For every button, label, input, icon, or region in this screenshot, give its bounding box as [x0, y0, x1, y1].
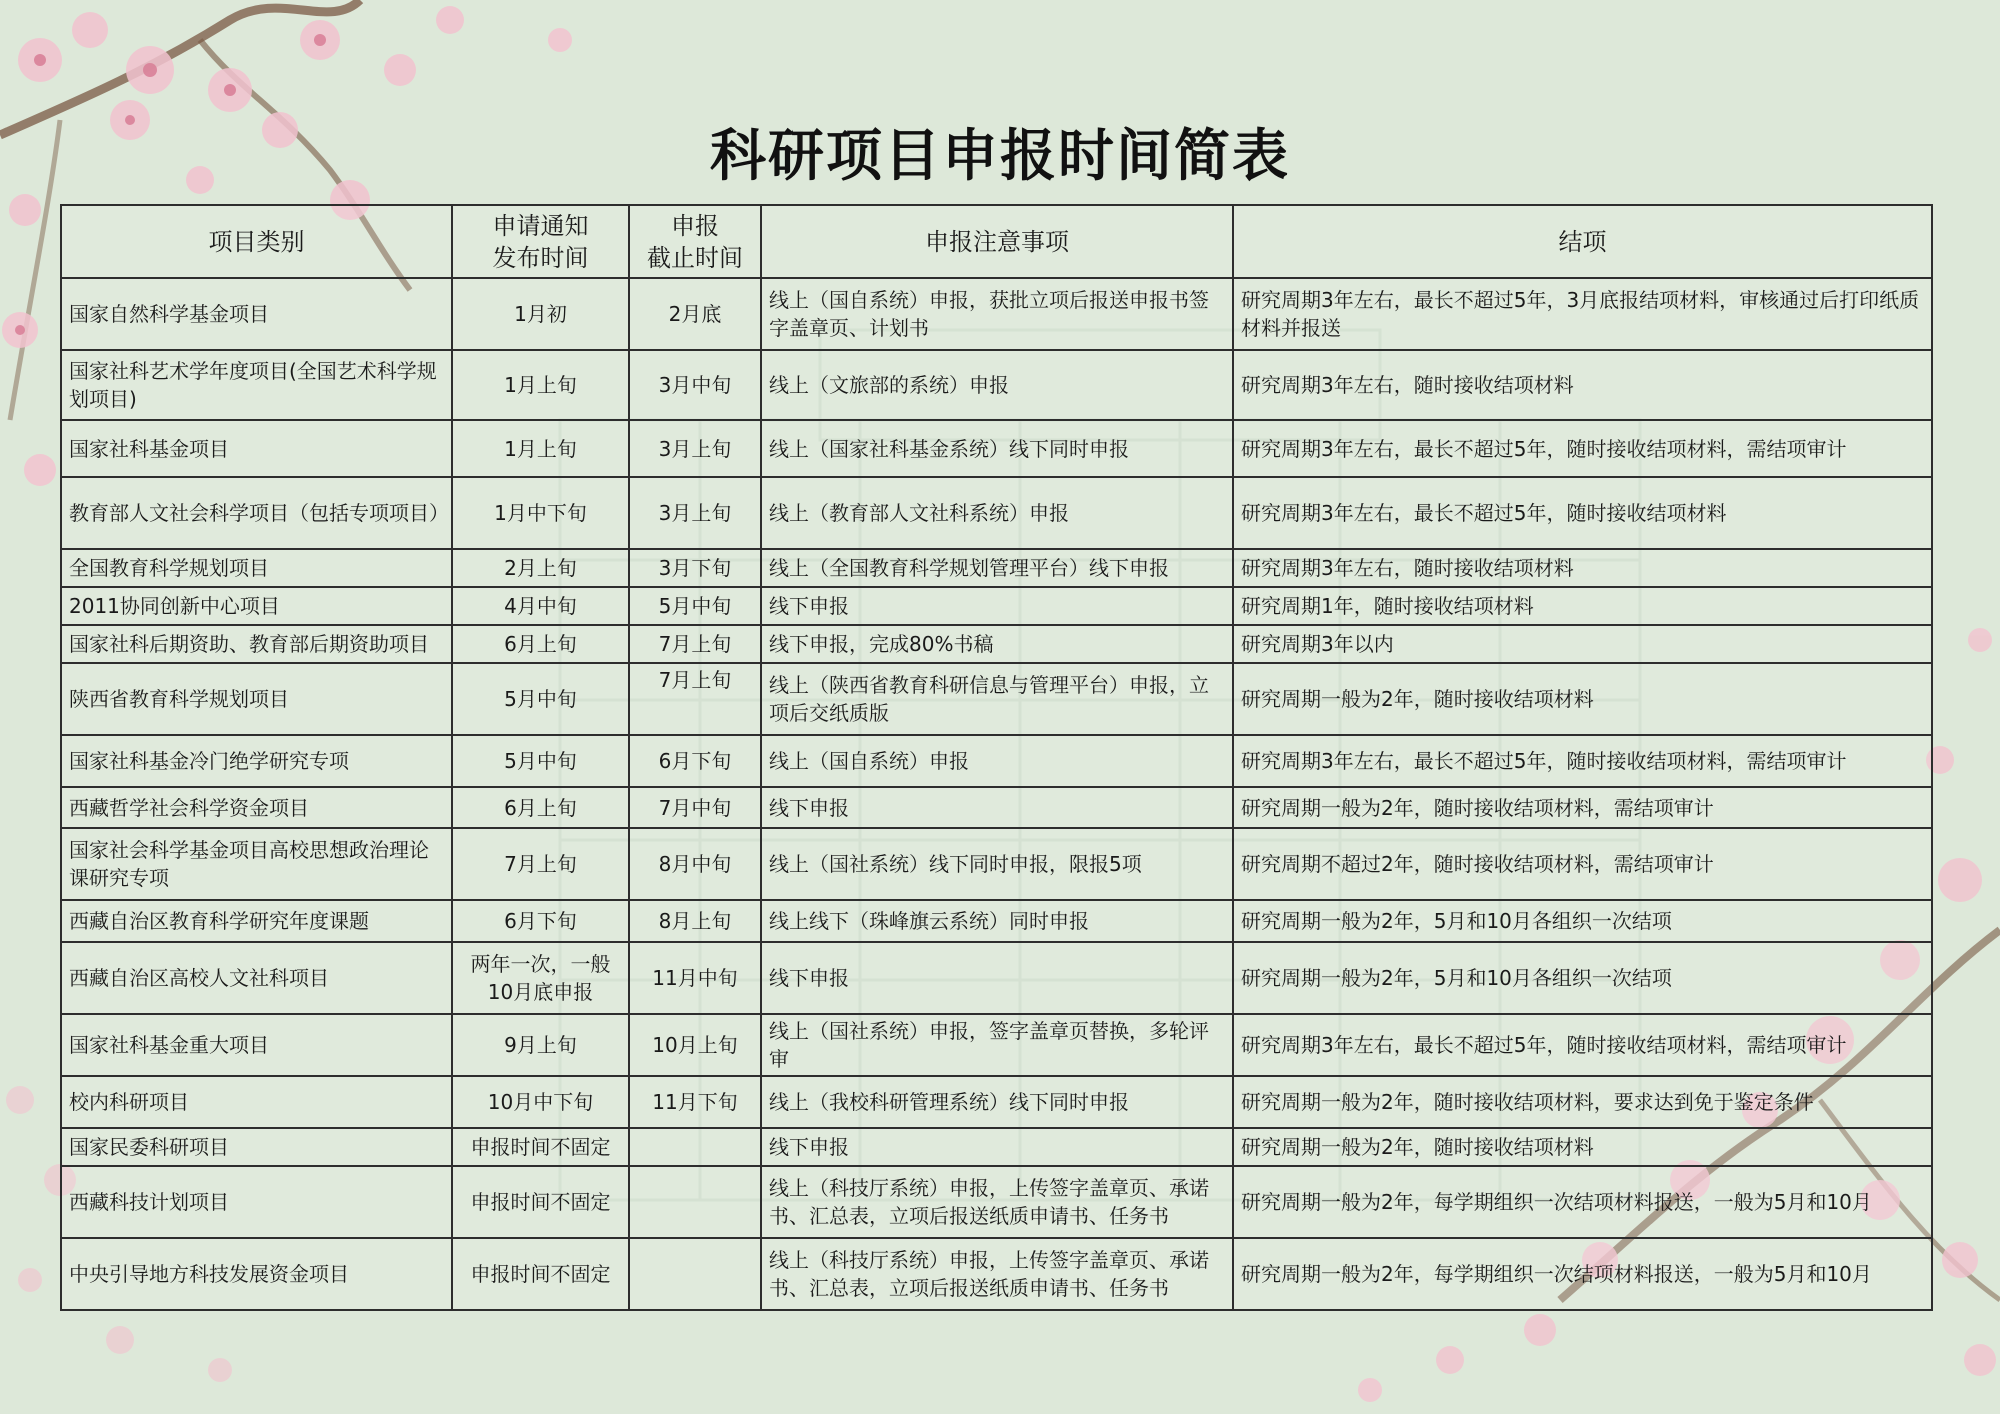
- cell-notes: 线上（国自系统）申报: [761, 735, 1233, 787]
- cell-closing: 研究周期3年左右，最长不超过5年，随时接收结项材料，需结项审计: [1233, 735, 1932, 787]
- cell-category: 西藏哲学社会科学资金项目: [61, 787, 452, 828]
- table-row: [61, 278, 1932, 350]
- table-row: [61, 1128, 1932, 1166]
- cell-notice: 1月上旬: [452, 420, 629, 477]
- cell-notice: 10月中下旬: [452, 1076, 629, 1128]
- table-row: [61, 625, 1932, 663]
- header-notice-time: [452, 205, 629, 278]
- cell-notice: 2月上旬: [452, 549, 629, 587]
- table-row: [61, 942, 1932, 1014]
- cell-deadline: [629, 1238, 761, 1310]
- cell-category: 西藏自治区教育科学研究年度课题: [61, 900, 452, 942]
- table-row: [61, 1076, 1932, 1128]
- header-category: 项目类别: [61, 205, 452, 278]
- cell-notice: 6月下旬: [452, 900, 629, 942]
- cell-category: 全国教育科学规划项目: [61, 549, 452, 587]
- cell-notice: 9月上旬: [452, 1014, 629, 1076]
- table-row: [61, 787, 1932, 828]
- cell-deadline: 8月中旬: [629, 828, 761, 900]
- cell-deadline: 7月中旬: [629, 787, 761, 828]
- cell-notes: 线下申报: [761, 787, 1233, 828]
- cell-notice: 1月上旬: [452, 350, 629, 420]
- table-row: [61, 1166, 1932, 1238]
- cell-deadline: 8月上旬: [629, 900, 761, 942]
- cell-notice: 申报时间不固定: [452, 1238, 629, 1310]
- table-row: [61, 587, 1932, 625]
- table-row: [61, 1238, 1932, 1310]
- cell-notice: 两年一次，一般10月底申报: [452, 942, 629, 1014]
- cell-notes: 线上（国社系统）线下同时申报，限报5项: [761, 828, 1233, 900]
- cell-category: 陕西省教育科学规划项目: [61, 663, 452, 735]
- cell-category: 国家社科基金项目: [61, 420, 452, 477]
- cell-closing: 研究周期一般为2年，每学期组织一次结项材料报送，一般为5月和10月: [1233, 1166, 1932, 1238]
- cell-notice: 7月上旬: [452, 828, 629, 900]
- table-row: [61, 735, 1932, 787]
- header-notice-line2: 发布时间: [492, 243, 589, 272]
- cell-closing: 研究周期3年左右，最长不超过5年，3月底报结项材料，审核通过后打印纸质材料并报送: [1233, 278, 1932, 350]
- cell-closing: 研究周期一般为2年，每学期组织一次结项材料报送，一般为5月和10月: [1233, 1238, 1932, 1310]
- cell-deadline: 7月上旬: [629, 625, 761, 663]
- cell-deadline: 6月下旬: [629, 735, 761, 787]
- cell-category: 国家社科基金重大项目: [61, 1014, 452, 1076]
- cell-notice: 1月初: [452, 278, 629, 350]
- header-deadline-line1: 申报: [671, 211, 719, 240]
- cell-notes: 线上（教育部人文社科系统）申报: [761, 477, 1233, 549]
- cell-closing: 研究周期3年左右，随时接收结项材料: [1233, 549, 1932, 587]
- cell-notice: 申报时间不固定: [452, 1166, 629, 1238]
- cell-category: 西藏自治区高校人文社科项目: [61, 942, 452, 1014]
- cell-deadline: [629, 1166, 761, 1238]
- cell-notes: 线上（国社系统）申报，签字盖章页替换，多轮评审: [761, 1014, 1233, 1076]
- cell-category: 国家社科艺术学年度项目(全国艺术科学规划项目): [61, 350, 452, 420]
- cell-deadline: 10月上旬: [629, 1014, 761, 1076]
- cell-closing: 研究周期一般为2年，5月和10月各组织一次结项: [1233, 900, 1932, 942]
- table-header-row: [61, 205, 1932, 278]
- table-row: [61, 828, 1932, 900]
- cell-notes: 线上线下（珠峰旗云系统）同时申报: [761, 900, 1233, 942]
- cell-notice: 6月上旬: [452, 625, 629, 663]
- schedule-table: [60, 204, 1933, 1311]
- cell-closing: 研究周期3年以内: [1233, 625, 1932, 663]
- cell-notice: 6月上旬: [452, 787, 629, 828]
- cell-deadline: 3月上旬: [629, 420, 761, 477]
- cell-deadline: 3月中旬: [629, 350, 761, 420]
- cell-closing: 研究周期1年，随时接收结项材料: [1233, 587, 1932, 625]
- cell-closing: 研究周期一般为2年，随时接收结项材料，需结项审计: [1233, 787, 1932, 828]
- cell-category: 2011协同创新中心项目: [61, 587, 452, 625]
- cell-notes: 线下申报: [761, 587, 1233, 625]
- header-deadline-line2: 截止时间: [647, 243, 743, 272]
- cell-notice: 申报时间不固定: [452, 1128, 629, 1166]
- header-closing: 结项: [1233, 205, 1932, 278]
- cell-notes: 线下申报: [761, 942, 1233, 1014]
- cell-closing: 研究周期不超过2年，随时接收结项材料，需结项审计: [1233, 828, 1932, 900]
- cell-notice: 4月中旬: [452, 587, 629, 625]
- cell-deadline: 7月上旬: [629, 663, 761, 735]
- cell-notice: 5月中旬: [452, 663, 629, 735]
- header-notes: 申报注意事项: [761, 205, 1233, 278]
- cell-notice: 1月中下旬: [452, 477, 629, 549]
- table-row: [61, 420, 1932, 477]
- cell-category: 教育部人文社会科学项目（包括专项项目）: [61, 477, 452, 549]
- table-row: [61, 350, 1932, 420]
- cell-deadline: [629, 1128, 761, 1166]
- cell-notes: 线上（我校科研管理系统）线下同时申报: [761, 1076, 1233, 1128]
- cell-category: 国家民委科研项目: [61, 1128, 452, 1166]
- table-row: [61, 549, 1932, 587]
- header-deadline: [629, 205, 761, 278]
- cell-category: 国家社科基金冷门绝学研究专项: [61, 735, 452, 787]
- cell-notes: 线上（科技厅系统）申报，上传签字盖章页、承诺书、汇总表，立项后报送纸质申请书、任务书: [761, 1238, 1233, 1310]
- table-row: [61, 900, 1932, 942]
- cell-notice: 5月中旬: [452, 735, 629, 787]
- cell-notes: 线上（陕西省教育科研信息与管理平台）申报，立项后交纸质版: [761, 663, 1233, 735]
- cell-deadline: 11月中旬: [629, 942, 761, 1014]
- cell-category: 中央引导地方科技发展资金项目: [61, 1238, 452, 1310]
- cell-category: 国家社科后期资助、教育部后期资助项目: [61, 625, 452, 663]
- cell-notes: 线上（科技厅系统）申报，上传签字盖章页、承诺书、汇总表，立项后报送纸质申请书、任务书: [761, 1166, 1233, 1238]
- header-notice-line1: 申请通知: [492, 211, 589, 240]
- cell-deadline: 3月上旬: [629, 477, 761, 549]
- cell-closing: 研究周期一般为2年，5月和10月各组织一次结项: [1233, 942, 1932, 1014]
- cell-category: 国家社会科学基金项目高校思想政治理论课研究专项: [61, 828, 452, 900]
- cell-notes: 线上（国家社科基金系统）线下同时申报: [761, 420, 1233, 477]
- cell-closing: 研究周期3年左右，随时接收结项材料: [1233, 350, 1932, 420]
- cell-notes: 线下申报，完成80%书稿: [761, 625, 1233, 663]
- cell-deadline: 3月下旬: [629, 549, 761, 587]
- cell-category: 国家自然科学基金项目: [61, 278, 452, 350]
- cell-category: 校内科研项目: [61, 1076, 452, 1128]
- cell-deadline: 11月下旬: [629, 1076, 761, 1128]
- cell-closing: 研究周期3年左右，最长不超过5年，随时接收结项材料: [1233, 477, 1932, 549]
- cell-notes: 线下申报: [761, 1128, 1233, 1166]
- cell-closing: 研究周期一般为2年，随时接收结项材料，要求达到免于鉴定条件: [1233, 1076, 1932, 1128]
- cell-notes: 线上（国自系统）申报，获批立项后报送申报书签字盖章页、计划书: [761, 278, 1233, 350]
- table-row: [61, 477, 1932, 549]
- table-row: [61, 663, 1932, 735]
- table-row: [61, 1014, 1932, 1076]
- cell-category: 西藏科技计划项目: [61, 1166, 452, 1238]
- cell-deadline: 2月底: [629, 278, 761, 350]
- cell-closing: 研究周期3年左右，最长不超过5年，随时接收结项材料，需结项审计: [1233, 1014, 1932, 1076]
- cell-closing: 研究周期3年左右，最长不超过5年，随时接收结项材料，需结项审计: [1233, 420, 1932, 477]
- cell-closing: 研究周期一般为2年，随时接收结项材料: [1233, 663, 1932, 735]
- page-title: 科研项目申报时间简表: [710, 123, 1290, 189]
- cell-deadline: 5月中旬: [629, 587, 761, 625]
- cell-closing: 研究周期一般为2年，随时接收结项材料: [1233, 1128, 1932, 1166]
- cell-notes: 线上（全国教育科学规划管理平台）线下申报: [761, 549, 1233, 587]
- cell-notes: 线上（文旅部的系统）申报: [761, 350, 1233, 420]
